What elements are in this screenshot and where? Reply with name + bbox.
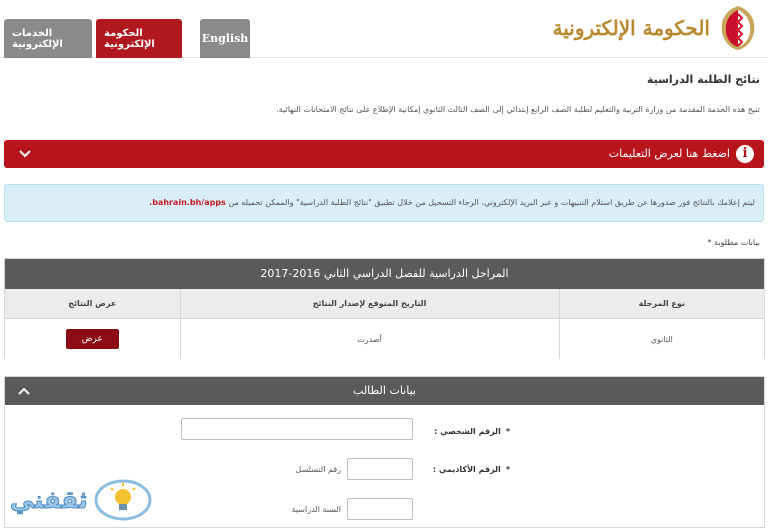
instructions-toggle[interactable] [4, 140, 764, 168]
notice-box [4, 184, 764, 222]
academic-no-label: *الرقم الأكاديمي : [432, 465, 510, 474]
egov-logo[interactable] [553, 2, 761, 54]
col-expected-date: التاريخ المتوقع لإصدار النتائج [180, 289, 559, 318]
view-results-button[interactable]: عرض [66, 329, 119, 349]
chevron-down-icon [18, 147, 32, 161]
tab-english[interactable]: English [200, 19, 250, 58]
watermark [10, 474, 170, 526]
logo-text: الحكومة الإلكترونية [552, 16, 710, 40]
apps-link[interactable]: bahrain.bh/apps. [149, 198, 226, 207]
page-intro: تتيح هذه الخدمة المقدمة من وزارة التربية والتعليم لطلبة الصف الرابع إبتدائي إلى الصف الثالث الثانوي إمكانية الإطلاع على نتائج الامتحانات النهائية. [276, 105, 760, 114]
watermark-text: ثقفني [10, 486, 88, 514]
page-title: نتائج الطلبة الدراسية [646, 73, 760, 86]
top-tabs [4, 19, 250, 58]
notice-text: ليتم إعلامك بالنتائج فور صدورها عن طريق استلام التنبيهات و عبر البريد الإلكتروني، الرجاء التسجيل من خلال تطبيق "نتائج الطلبة الدراسية" والممكن تحميله من [228, 198, 755, 207]
stages-table [4, 258, 765, 359]
cell-action [5, 319, 180, 359]
student-panel-title: بيانات الطالب [353, 384, 416, 397]
required-note: بيانات مطلوبة * [707, 238, 760, 247]
serial-no-input[interactable] [347, 458, 413, 480]
lightbulb-icon [94, 478, 152, 522]
tab-eservices[interactable]: الخدمات الإلكترونية [4, 19, 92, 58]
instructions-label: اضغط هنا لعرض التعليمات [608, 147, 730, 160]
table-header-row [5, 289, 764, 319]
academic-year-input[interactable] [347, 498, 413, 520]
cell-date: أصدرت [180, 319, 559, 359]
stages-table-title: المراحل الدراسية للفصل الدراسي الثاني 2016-2017 [5, 259, 764, 289]
student-panel-header[interactable] [5, 377, 764, 405]
tab-egovernment[interactable]: الحكومة الإلكترونية [96, 19, 182, 58]
info-icon: i [736, 145, 754, 163]
bahrain-emblem-icon [716, 4, 760, 52]
personal-no-input[interactable] [181, 418, 413, 440]
col-view-results: عرض النتائج [68, 299, 117, 308]
personal-no-label: *الرقم الشخصي : [434, 427, 510, 436]
academic-year-label: السنة الدراسية [291, 505, 341, 514]
serial-no-label: رقم التسلسل [295, 465, 341, 474]
cell-stage: الثانوي [559, 319, 764, 359]
chevron-up-icon [17, 384, 31, 398]
site-header [0, 0, 768, 58]
table-row [5, 319, 764, 359]
col-stage-type: نوع المرحلة [559, 289, 764, 318]
